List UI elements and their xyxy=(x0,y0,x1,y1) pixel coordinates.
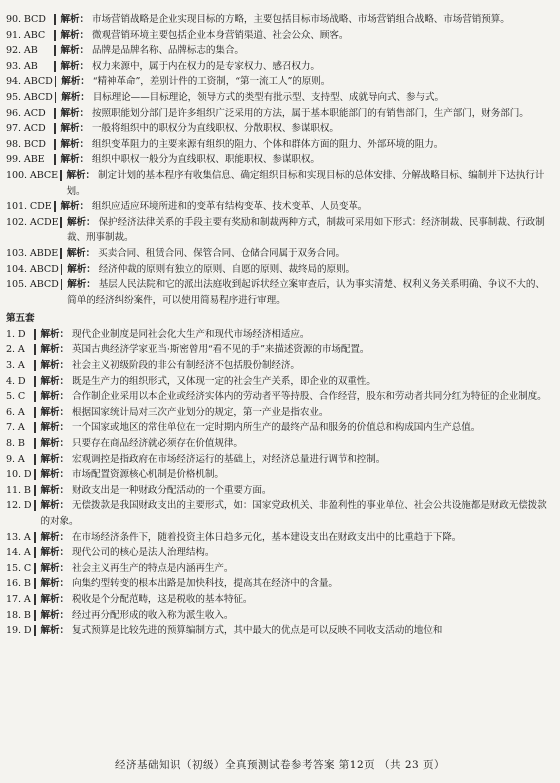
separator-bar xyxy=(54,154,56,165)
answer-key: 16. B xyxy=(6,578,31,590)
answer-item xyxy=(6,576,552,592)
explanation-label: 解析： xyxy=(40,438,69,450)
explanation xyxy=(61,90,552,106)
explanation-label: 解析： xyxy=(40,391,69,403)
answer-key: 92. AB xyxy=(6,45,38,57)
separator-bar xyxy=(54,201,56,212)
answer-item xyxy=(6,452,552,468)
answer-key: 15. C xyxy=(6,562,32,574)
answer-key: 8. B xyxy=(6,438,25,450)
answer-key: 100. ABCE xyxy=(6,169,59,181)
answer-item xyxy=(6,483,552,499)
answer-item xyxy=(6,246,552,262)
answer-key: 5. C xyxy=(6,391,26,403)
separator-bar xyxy=(60,170,62,181)
explanation-text: 宏观调控是指政府在市场经济运行的基础上，对经济总量进行调节和控制。 xyxy=(71,453,386,465)
explanation-text: 复式预算是比较先进的预算编制方式，其中最大的优点是可以反映不同收支活动的地位和 xyxy=(71,625,443,637)
answer-item xyxy=(6,342,552,358)
answer-item xyxy=(6,623,552,639)
answer-key: 93. AB xyxy=(6,60,38,72)
explanation xyxy=(67,215,552,246)
explanation xyxy=(41,483,553,499)
answer-key: 13. A xyxy=(6,531,31,543)
separator-bar xyxy=(34,532,36,543)
answer-key: 105. ABCD xyxy=(6,279,59,291)
explanation-text: 市场配置资源核心机制是价格机制。 xyxy=(71,469,224,481)
explanation-label: 解析： xyxy=(40,547,69,559)
separator-bar xyxy=(60,217,62,228)
separator-bar xyxy=(34,407,36,418)
explanation-text: 组织中职权一般分为直线职权、职能职权、参谋职权。 xyxy=(91,154,320,166)
explanation-text: 社会主义再生产的特点是内涵再生产。 xyxy=(71,562,234,574)
explanation-text: 目标理论——目标理论，领导方式的类型有批示型、支持型、成就导向式、参与式。 xyxy=(92,91,444,103)
separator-bar xyxy=(34,329,36,340)
answer-item xyxy=(6,137,552,153)
explanation-text: 一般将组织中的职权分为直线职权、分散职权、参谋职权。 xyxy=(91,123,339,135)
explanation xyxy=(41,592,553,608)
explanation-text: 税收是个分配范畴，这是税收的基本特征。 xyxy=(71,593,253,605)
answer-item xyxy=(6,467,552,483)
answer-item xyxy=(6,59,552,75)
explanation-label: 解析： xyxy=(40,593,69,605)
separator-bar xyxy=(34,344,36,355)
explanation xyxy=(61,59,553,75)
explanation-label: 解析： xyxy=(67,263,96,275)
separator-bar xyxy=(34,547,36,558)
separator-bar xyxy=(34,469,36,480)
explanation-text: 按照职能划分部门是许多组织广泛采用的方法，属于基本职能部门的有销售部门，生产部门，财务部门。 xyxy=(91,107,529,119)
explanation-text: 经济仲裁的原则有独立的原则、自愿的原则、裁终局的原则。 xyxy=(98,263,356,275)
answer-item xyxy=(6,43,552,59)
separator-bar xyxy=(34,578,36,589)
answer-key: 90. BCD xyxy=(6,14,46,25)
answer-key: 4. D xyxy=(6,375,26,387)
explanation-text: 现代企业制度是同社会化大生产和现代市场经济相适应。 xyxy=(71,328,310,340)
answer-key: 12. D xyxy=(6,500,32,512)
answer-key: 14. A xyxy=(6,547,31,559)
explanation-label: 解析： xyxy=(40,500,69,512)
answer-item xyxy=(6,90,552,106)
answer-key: 96. ACD xyxy=(6,107,46,119)
answer-key: 97. ACD xyxy=(6,123,46,135)
explanation xyxy=(61,137,553,153)
answer-key: 2. A xyxy=(6,344,25,356)
explanation-label: 解析： xyxy=(60,14,89,25)
explanation xyxy=(41,452,553,468)
explanation-label: 解析： xyxy=(40,328,69,340)
answer-item xyxy=(6,199,552,215)
separator-bar xyxy=(34,438,36,449)
explanation-label: 解析： xyxy=(60,154,89,166)
answer-key: 102. ACDE xyxy=(6,216,59,228)
answer-item xyxy=(6,106,552,122)
page-footer: 经济基础知识（初级）全真预测试卷参考答案 第12页 （共 23 页） xyxy=(114,759,446,771)
explanation xyxy=(41,405,553,421)
answer-item xyxy=(6,168,552,199)
explanation xyxy=(67,277,552,308)
explanation xyxy=(41,561,553,577)
explanation xyxy=(41,530,553,546)
separator-bar xyxy=(61,264,63,275)
explanation-text: 只要存在商品经济就必须存在价值规律。 xyxy=(71,438,243,450)
explanation xyxy=(67,246,552,262)
explanation-label: 解析： xyxy=(40,531,69,543)
answer-item xyxy=(6,277,552,308)
explanation xyxy=(61,121,553,137)
explanation-text: 向集约型转变的根本出路是加快科技，提高其在经济中的含量。 xyxy=(71,578,338,590)
answer-list-part2 xyxy=(6,327,552,639)
answer-item xyxy=(6,121,552,137)
explanation-text: 无偿拨款是我国财政支出的主要形式，如：国家党政机关、非盈利性的事业单位、社会公共设施都是财政无偿拨款的对象。 xyxy=(40,500,547,527)
explanation-text: 买卖合同、租赁合同、保管合同、仓储合同属于双务合同。 xyxy=(98,247,346,259)
answer-item xyxy=(6,28,552,44)
explanation-text: 组织应适应环境所进和的变革有结构变革、技术变革、人员变革。 xyxy=(91,201,368,213)
explanation xyxy=(41,420,553,436)
answer-key: 9. A xyxy=(6,453,25,465)
separator-bar xyxy=(54,108,56,119)
explanation-text: 财政支出是一种财政分配活动的一个重要方面。 xyxy=(71,484,272,496)
explanation xyxy=(41,545,553,561)
answer-key: 1. D xyxy=(6,328,26,340)
answer-key: 11. B xyxy=(6,484,31,496)
explanation-text: 合作制企业采用以本企业或经济实体内的劳动者平等持股、合作经营，股东和劳动者共同分红为特征的企业制度。 xyxy=(71,391,547,403)
explanation-text: 保护经济法律关系的手段主要有奖励和制裁两种方式，制裁可采用如下形式：经济制裁、民事制裁、行政制裁、刑事制裁。 xyxy=(66,216,545,244)
separator-bar xyxy=(34,485,36,496)
explanation-label: 解析： xyxy=(40,578,69,590)
explanation xyxy=(41,358,553,374)
explanation xyxy=(41,576,553,592)
explanation-label: 解析： xyxy=(40,469,69,481)
answer-key: 3. A xyxy=(6,360,25,372)
separator-bar xyxy=(34,500,36,511)
separator-bar xyxy=(54,139,56,150)
answer-item xyxy=(6,74,552,90)
answer-item xyxy=(6,592,552,608)
explanation-text: 制定计划的基本程序有收集信息、确定组织目标和实现目标的总体安排、分解战略目标、编制并下达执行计划。 xyxy=(66,169,545,197)
separator-bar xyxy=(54,14,56,25)
answer-key: 19. D xyxy=(6,625,32,637)
explanation-label: 解析： xyxy=(61,91,90,103)
explanation xyxy=(67,262,552,278)
explanation-label: 解析： xyxy=(40,562,69,574)
explanation-label: 解析： xyxy=(66,169,95,181)
answer-key: 94. ABCD xyxy=(6,76,53,88)
explanation-text: 社会主义初级阶段的非公有制经济不包括股份制经济。 xyxy=(71,360,300,372)
explanation-label: 解析： xyxy=(60,29,89,41)
answer-item xyxy=(6,327,552,343)
explanation-text: 英国古典经济学家亚当·斯密曾用“看不见的手”来描述资源的市场配置。 xyxy=(71,344,370,356)
explanation-label: 解析： xyxy=(67,279,96,291)
answer-key: 99. ABE xyxy=(6,154,45,166)
answer-key: 91. ABC xyxy=(6,29,46,41)
explanation xyxy=(61,106,553,122)
answer-item xyxy=(6,374,552,390)
explanation-label: 解析： xyxy=(60,60,89,72)
separator-bar xyxy=(34,391,36,402)
explanation-text: 既是生产力的组织形式，又体现一定的社会生产关系，即企业的双重性。 xyxy=(71,375,376,387)
explanation-text: 微观营销环境主要包括企业本身营销渠道、社会公众、顾客。 xyxy=(91,29,349,41)
explanation-label: 解析： xyxy=(40,422,69,434)
explanation-label: 解析： xyxy=(60,107,89,119)
separator-bar xyxy=(55,92,57,103)
answer-item xyxy=(6,405,552,421)
separator-bar xyxy=(34,625,36,636)
separator-bar xyxy=(34,422,36,433)
explanation-label: 解析： xyxy=(66,247,96,259)
answer-item xyxy=(6,215,552,246)
answer-key: 18. B xyxy=(6,609,31,621)
answer-item xyxy=(6,389,552,405)
explanation-text: 在市场经济条件下，随着投资主体日趋多元化，基本建设支出在财政支出中的比重趋于下降。 xyxy=(71,531,462,543)
explanation-label: 解析： xyxy=(40,406,69,418)
answer-key: 104. ABCD xyxy=(6,263,59,275)
answer-key: 10. D xyxy=(6,469,32,481)
answer-item xyxy=(6,262,552,278)
answer-key: 95. ABCD xyxy=(6,91,53,103)
explanation xyxy=(41,327,553,343)
explanation xyxy=(41,467,553,483)
answer-item xyxy=(6,561,552,577)
explanation-label: 解析： xyxy=(66,216,96,228)
answer-item xyxy=(6,420,552,436)
explanation xyxy=(41,389,553,405)
explanation-label: 解析： xyxy=(40,609,69,621)
explanation-label: 解析： xyxy=(60,123,89,135)
answer-key: 6. A xyxy=(6,406,25,418)
separator-bar xyxy=(54,123,56,134)
explanation-text: 组织变革阻力的主要来源有组织的阻力、个体和群体方面的阻力、外部环境的阻力。 xyxy=(91,138,444,150)
explanation xyxy=(67,168,552,199)
explanation-label: 解析： xyxy=(40,453,69,465)
answer-key: 17. A xyxy=(6,593,31,605)
separator-bar xyxy=(55,76,57,87)
separator-bar xyxy=(34,454,36,465)
explanation xyxy=(41,623,553,639)
separator-bar xyxy=(54,30,56,41)
explanation-label: 解析： xyxy=(40,625,69,637)
separator-bar xyxy=(34,563,36,574)
explanation xyxy=(61,199,553,215)
explanation xyxy=(61,28,553,44)
answer-item xyxy=(6,608,552,624)
explanation-text: 权力来源中，属于内在权力的是专家权力、感召权力。 xyxy=(91,60,320,72)
separator-bar xyxy=(54,61,56,72)
explanation-text: 一个国家或地区的常住单位在一定时期内所生产的最终产品和服务的价值总和构成国内生产总值。 xyxy=(71,422,481,434)
answer-key: 98. BCD xyxy=(6,138,46,150)
separator-bar xyxy=(34,376,36,387)
explanation-label: 解析： xyxy=(60,138,89,150)
explanation xyxy=(41,498,553,529)
explanation xyxy=(61,12,553,28)
answer-list-part1 xyxy=(6,12,552,308)
answer-item xyxy=(6,498,552,529)
answer-item xyxy=(6,358,552,374)
explanation-label: 解析： xyxy=(40,484,69,496)
explanation-text: 基层人民法院和它的派出法庭收到起诉状经立案审查后，认为事实清楚、权利义务关系明确、争议不大的、简单的经济纠纷案件，可以使用简易程序进行审理。 xyxy=(67,279,545,306)
explanation-text: 市场营销战略是企业实现目标的方略，主要包括目标市场战略、市场营销组合战略、市场营销预算。 xyxy=(91,14,510,25)
answer-item xyxy=(6,436,552,452)
explanation-label: 解析： xyxy=(40,344,69,356)
explanation-text: 现代公司的核心是法人治理结构。 xyxy=(71,547,215,559)
explanation-text: 品牌是品牌名称、品牌标志的集合。 xyxy=(91,45,244,57)
separator-bar xyxy=(61,279,63,290)
separator-bar xyxy=(34,360,36,371)
answer-item xyxy=(6,545,552,561)
answer-item xyxy=(6,152,552,168)
explanation xyxy=(61,43,553,59)
explanation-label: 解析： xyxy=(40,360,69,372)
explanation-text: “精神革命”，差别计件的工资制，“第一流工人”的原则。 xyxy=(92,76,331,88)
explanation xyxy=(41,608,553,624)
explanation-label: 解析： xyxy=(60,45,89,57)
explanation xyxy=(61,74,552,90)
answer-key: 101. CDE xyxy=(6,201,52,213)
separator-bar xyxy=(54,45,56,56)
section-title: 第五套 xyxy=(6,313,35,325)
separator-bar xyxy=(34,610,36,621)
explanation xyxy=(61,152,553,168)
separator-bar xyxy=(34,594,36,605)
answer-item xyxy=(6,12,552,28)
separator-bar xyxy=(60,248,62,259)
explanation xyxy=(41,374,553,390)
answer-item xyxy=(6,530,552,546)
explanation-label: 解析： xyxy=(61,76,90,88)
answer-key: 7. A xyxy=(6,422,25,434)
answer-key: 103. ABDE xyxy=(6,247,59,259)
explanation-text: 经过再分配形成的收入称为派生收入。 xyxy=(71,609,234,621)
explanation-label: 解析： xyxy=(60,201,89,213)
explanation xyxy=(41,342,553,358)
explanation-text: 根据国家统计局对三次产业划分的规定，第一产业是指农业。 xyxy=(71,406,329,418)
explanation xyxy=(41,436,553,452)
explanation-label: 解析： xyxy=(40,375,69,387)
